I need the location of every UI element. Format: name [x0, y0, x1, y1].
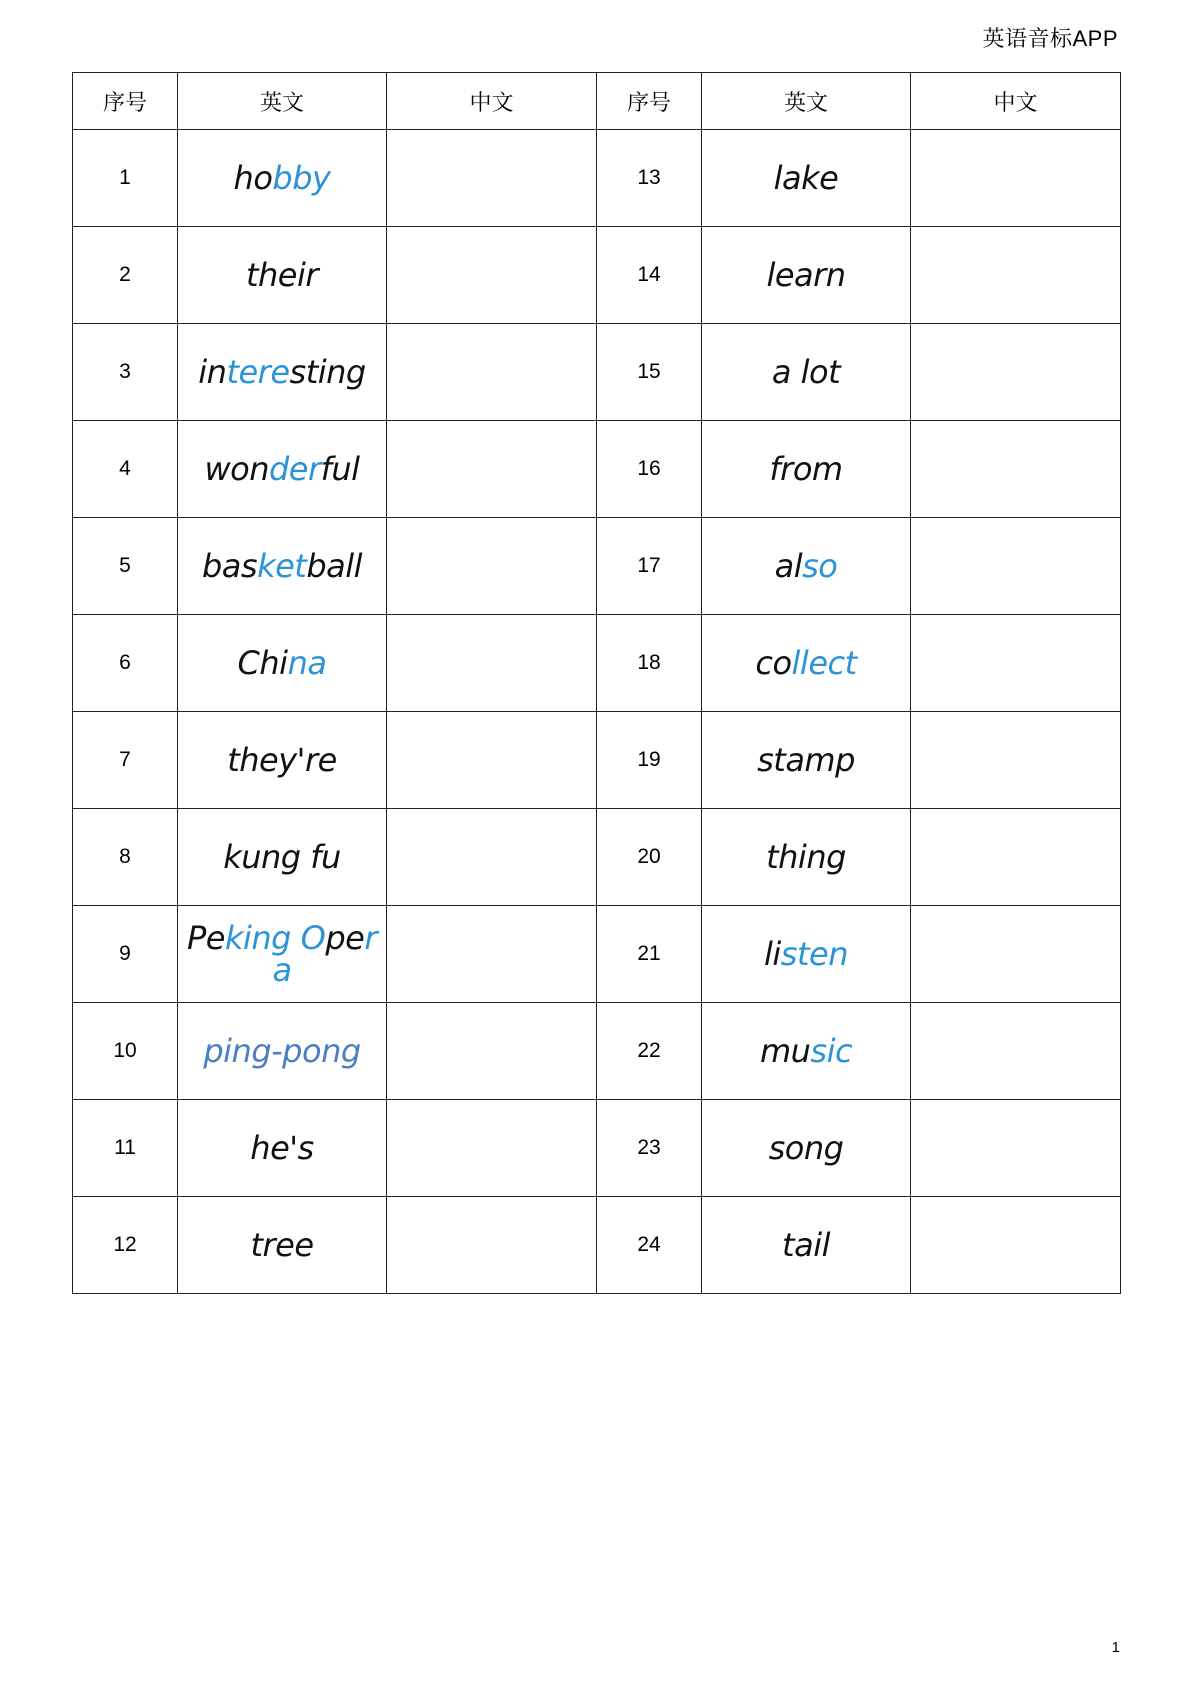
- word-segment: tree: [250, 1226, 314, 1264]
- chinese-meaning-cell: [387, 421, 597, 518]
- chinese-meaning-cell: [387, 615, 597, 712]
- header-chinese-left: 中文: [387, 73, 597, 130]
- english-word: [178, 130, 387, 227]
- word-segment: learn: [766, 256, 846, 294]
- word-segment: tere: [226, 353, 290, 391]
- word-number: 19: [597, 712, 702, 809]
- word-number: 15: [597, 324, 702, 421]
- chinese-meaning-cell: [387, 518, 597, 615]
- word-number: 4: [73, 421, 178, 518]
- word-segment: sten: [780, 935, 848, 973]
- table-row: [73, 324, 1121, 421]
- english-word: [178, 1003, 387, 1100]
- english-word: [702, 227, 911, 324]
- word-number: 21: [597, 906, 702, 1003]
- word-segment: kung fu: [223, 838, 341, 876]
- word-segment: ket: [257, 547, 307, 585]
- english-word: [178, 906, 387, 1003]
- header-number-right: 序号: [597, 73, 702, 130]
- chinese-meaning-cell: [387, 1100, 597, 1197]
- table-row: [73, 906, 1121, 1003]
- word-segment: co: [755, 644, 792, 682]
- word-number: 3: [73, 324, 178, 421]
- vocabulary-table: [72, 72, 1121, 1294]
- word-number: 12: [73, 1197, 178, 1294]
- chinese-meaning-cell: [911, 421, 1121, 518]
- word-segment: stamp: [757, 741, 855, 779]
- table-row: [73, 130, 1121, 227]
- english-word: [702, 518, 911, 615]
- word-segment: bby: [272, 159, 331, 197]
- english-word: [178, 518, 387, 615]
- table-row: [73, 1003, 1121, 1100]
- word-number: 10: [73, 1003, 178, 1100]
- word-number: 17: [597, 518, 702, 615]
- word-segment: so: [802, 547, 838, 585]
- chinese-meaning-cell: [387, 130, 597, 227]
- table-row: [73, 421, 1121, 518]
- chinese-meaning-cell: [911, 130, 1121, 227]
- word-segment: tail: [782, 1226, 830, 1264]
- chinese-meaning-cell: [911, 518, 1121, 615]
- page-number: 1: [1111, 1639, 1120, 1656]
- chinese-meaning-cell: [911, 712, 1121, 809]
- word-segment: na: [287, 644, 327, 682]
- english-word: [178, 324, 387, 421]
- word-number: 2: [73, 227, 178, 324]
- word-number: 7: [73, 712, 178, 809]
- chinese-meaning-cell: [387, 712, 597, 809]
- chinese-meaning-cell: [387, 906, 597, 1003]
- english-word: [702, 712, 911, 809]
- word-segment: Pe: [186, 919, 225, 957]
- word-segment: a lot: [771, 353, 841, 391]
- header-number-left: 序号: [73, 73, 178, 130]
- english-word: [702, 1197, 911, 1294]
- word-number: 5: [73, 518, 178, 615]
- word-segment: bas: [201, 547, 258, 585]
- word-segment: li: [764, 935, 781, 973]
- table-row: [73, 615, 1121, 712]
- word-number: 11: [73, 1100, 178, 1197]
- english-word: [702, 1100, 911, 1197]
- word-segment: won: [204, 450, 269, 488]
- chinese-meaning-cell: [911, 615, 1121, 712]
- chinese-meaning-cell: [911, 906, 1121, 1003]
- chinese-meaning-cell: [387, 324, 597, 421]
- chinese-meaning-cell: [387, 1003, 597, 1100]
- word-number: 6: [73, 615, 178, 712]
- table-row: [73, 227, 1121, 324]
- word-number: 16: [597, 421, 702, 518]
- chinese-meaning-cell: [387, 227, 597, 324]
- table-row: [73, 712, 1121, 809]
- chinese-meaning-cell: [387, 809, 597, 906]
- header-english-left: 英文: [178, 73, 387, 130]
- word-segment: ho: [233, 159, 273, 197]
- word-segment: ball: [306, 547, 363, 585]
- english-word: [178, 809, 387, 906]
- chinese-meaning-cell: [911, 227, 1121, 324]
- english-word: [178, 1197, 387, 1294]
- word-segment: pe: [325, 919, 365, 957]
- english-word: [702, 615, 911, 712]
- english-word: [702, 809, 911, 906]
- word-number: 8: [73, 809, 178, 906]
- table-header-row: [73, 73, 1121, 130]
- english-word: [178, 227, 387, 324]
- chinese-meaning-cell: [911, 324, 1121, 421]
- word-segment: lake: [773, 159, 839, 197]
- table-row: [73, 809, 1121, 906]
- english-word: [702, 421, 911, 518]
- english-word: [178, 712, 387, 809]
- chinese-meaning-cell: [911, 1100, 1121, 1197]
- brand-label: 英语音标APP: [982, 26, 1118, 51]
- table-body: [73, 130, 1121, 1294]
- word-segment: llect: [791, 644, 857, 682]
- english-word: [178, 615, 387, 712]
- english-word: [178, 421, 387, 518]
- word-segment: song: [768, 1129, 844, 1167]
- word-segment: king O: [224, 919, 326, 957]
- chinese-meaning-cell: [911, 1197, 1121, 1294]
- word-segment: they're: [227, 741, 337, 779]
- word-number: 20: [597, 809, 702, 906]
- chinese-meaning-cell: [387, 1197, 597, 1294]
- header-english-right: 英文: [702, 73, 911, 130]
- word-segment: thing: [766, 838, 846, 876]
- word-segment: der: [268, 450, 321, 488]
- word-segment: in: [198, 353, 227, 391]
- english-word: [702, 130, 911, 227]
- english-word: [702, 324, 911, 421]
- word-segment: al: [774, 547, 803, 585]
- word-number: 24: [597, 1197, 702, 1294]
- chinese-meaning-cell: [911, 809, 1121, 906]
- word-number: 22: [597, 1003, 702, 1100]
- word-segment: ful: [320, 450, 360, 488]
- table-row: [73, 1100, 1121, 1197]
- word-number: 14: [597, 227, 702, 324]
- word-number: 13: [597, 130, 702, 227]
- word-number: 1: [73, 130, 178, 227]
- word-segment: Chi: [237, 644, 288, 682]
- english-word: [702, 906, 911, 1003]
- word-segment: ra: [272, 919, 377, 989]
- word-number: 9: [73, 906, 178, 1003]
- word-segment: mu: [759, 1032, 811, 1070]
- word-segment: ping-pong: [203, 1032, 361, 1070]
- chinese-meaning-cell: [911, 1003, 1121, 1100]
- word-segment: sic: [810, 1032, 853, 1070]
- word-segment: from: [769, 450, 843, 488]
- word-segment: he's: [250, 1129, 314, 1167]
- word-segment: their: [245, 256, 319, 294]
- table-row: [73, 518, 1121, 615]
- word-number: 18: [597, 615, 702, 712]
- word-segment: sting: [289, 353, 366, 391]
- english-word: [178, 1100, 387, 1197]
- header-chinese-right: 中文: [911, 73, 1121, 130]
- table-row: [73, 1197, 1121, 1294]
- english-word: [702, 1003, 911, 1100]
- word-number: 23: [597, 1100, 702, 1197]
